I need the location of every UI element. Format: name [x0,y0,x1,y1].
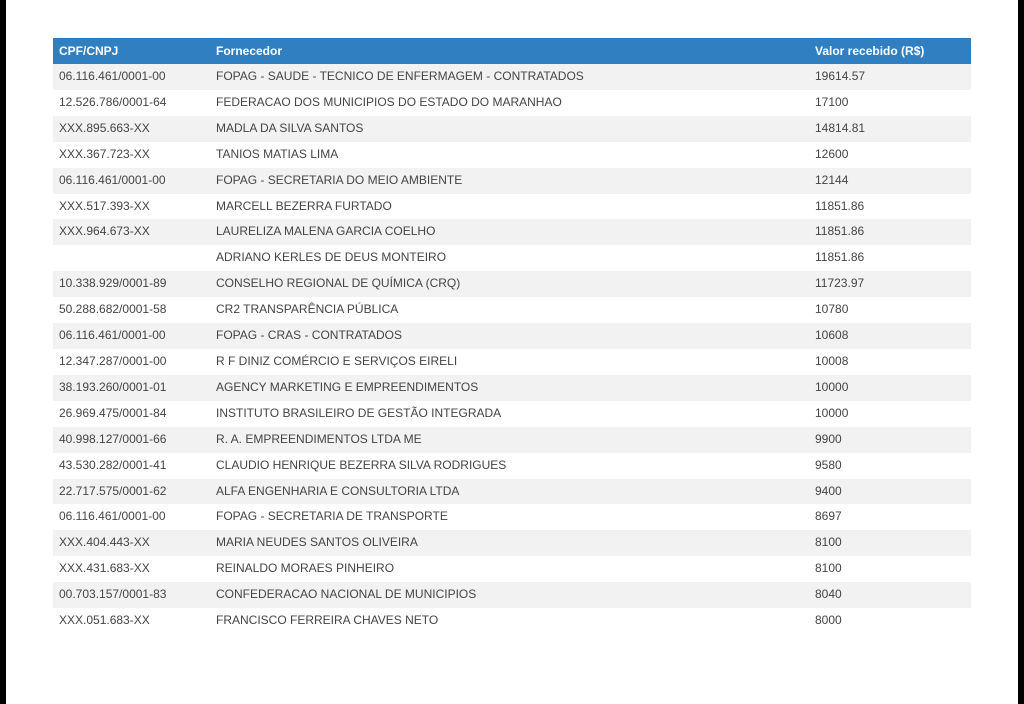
cell-valor: 8040 [815,587,842,602]
cell-valor: 10780 [815,302,849,317]
cell-cpf-cnpj: 06.116.461/0001-00 [59,172,166,187]
cell-fornecedor: FOPAG - SECRETARIA DE TRANSPORTE [216,509,448,524]
table-row[interactable] [53,116,971,142]
cell-fornecedor: AGENCY MARKETING E EMPREENDIMENTOS [216,379,479,394]
cell-fornecedor: MARIA NEUDES SANTOS OLIVEIRA [216,535,418,550]
cell-fornecedor: CONFEDERACAO NACIONAL DE MUNICIPIOS [216,587,477,602]
table-row[interactable] [53,427,971,453]
cell-fornecedor: LAURELIZA MALENA GARCIA COELHO [216,224,436,239]
cell-valor: 8697 [815,509,842,524]
document-page [6,0,1018,704]
cell-cpf-cnpj: 10.338.929/0001-89 [59,276,167,291]
table-header-row [53,38,971,64]
cell-valor: 12144 [815,172,849,187]
cell-valor: 11851.86 [815,250,865,265]
table-row[interactable] [53,349,971,375]
cell-fornecedor: MADLA DA SILVA SANTOS [216,120,364,135]
cell-cpf-cnpj: XXX.517.393-XX [59,198,150,213]
cell-valor: 10608 [815,328,849,343]
cell-fornecedor: ADRIANO KERLES DE DEUS MONTEIRO [216,250,447,265]
cell-fornecedor: CR2 TRANSPARÊNCIA PÚBLICA [216,302,399,317]
cell-cpf-cnpj: 38.193.260/0001-01 [59,379,167,394]
cell-fornecedor: FEDERACAO DOS MUNICIPIOS DO ESTADO DO MARANHAO [216,94,562,109]
cell-fornecedor: CLAUDIO HENRIQUE BEZERRA SILVA RODRIGUES [216,457,507,472]
column-header-cpf-cnpj[interactable]: CPF/CNPJ [59,44,119,58]
table-row[interactable] [53,219,971,245]
column-header-fornecedor[interactable]: Fornecedor [216,44,283,58]
cell-valor: 11851.86 [815,198,865,213]
cell-valor: 14814.81 [815,120,866,135]
cell-cpf-cnpj: 06.116.461/0001-00 [59,328,166,343]
cell-cpf-cnpj: XXX.431.683-XX [59,561,150,576]
cell-cpf-cnpj: XXX.051.683-XX [59,613,150,628]
cell-cpf-cnpj: XXX.964.673-XX [59,224,150,239]
cell-cpf-cnpj: XXX.367.723-XX [59,146,150,161]
table-row[interactable] [53,556,971,582]
cell-cpf-cnpj [53,245,210,271]
cell-valor: 10000 [815,405,849,420]
cell-fornecedor: FOPAG - CRAS - CONTRATADOS [216,328,403,343]
cell-fornecedor: FRANCISCO FERREIRA CHAVES NETO [216,613,439,628]
cell-fornecedor: ALFA ENGENHARIA E CONSULTORIA LTDA [216,483,460,498]
table-row[interactable] [53,64,971,90]
table-row[interactable] [53,194,971,220]
cell-valor: 8000 [815,613,842,628]
table-row[interactable] [53,530,971,556]
cell-fornecedor: R. A. EMPREENDIMENTOS LTDA ME [216,431,422,446]
cell-valor: 17100 [815,94,849,109]
cell-valor: 19614.57 [815,69,866,83]
cell-valor: 12600 [815,146,849,161]
cell-fornecedor: FOPAG - SECRETARIA DO MEIO AMBIENTE [216,172,463,187]
table-header [53,38,971,64]
table-row[interactable] [53,375,971,401]
table-body [53,64,971,634]
column-header-valor[interactable]: Valor recebido (R$) [815,44,925,58]
table-row[interactable] [53,401,971,427]
table-row[interactable] [53,608,971,634]
cell-valor: 11723.97 [815,276,865,291]
cell-cpf-cnpj: 00.703.157/0001-83 [59,587,167,602]
cell-valor: 8100 [815,535,842,550]
cell-cpf-cnpj: 50.288.682/0001-58 [59,302,167,317]
table-row[interactable] [53,168,971,194]
suppliers-table [53,38,971,634]
cell-fornecedor: TANIOS MATIAS LIMA [216,146,339,161]
cell-cpf-cnpj: 22.717.575/0001-62 [59,483,167,498]
cell-cpf-cnpj: XXX.404.443-XX [59,535,150,550]
table-row[interactable] [53,479,971,505]
table-row[interactable] [53,245,971,271]
cell-cpf-cnpj: XXX.895.663-XX [59,120,150,135]
suppliers-table-container [53,38,971,634]
cell-valor: 10000 [815,379,849,394]
cell-valor: 11851.86 [815,224,865,239]
cell-fornecedor: MARCELL BEZERRA FURTADO [216,198,392,213]
cell-fornecedor: R F DINIZ COMÉRCIO E SERVIÇOS EIRELI [216,353,458,368]
cell-cpf-cnpj: 26.969.475/0001-84 [59,405,167,420]
cell-fornecedor: REINALDO MORAES PINHEIRO [216,561,395,576]
table-row[interactable] [53,90,971,116]
cell-valor: 9580 [815,457,842,472]
table-row[interactable] [53,453,971,479]
cell-cpf-cnpj: 06.116.461/0001-00 [59,509,166,524]
table-row[interactable] [53,297,971,323]
cell-cpf-cnpj: 12.526.786/0001-64 [59,94,167,109]
table-row[interactable] [53,323,971,349]
cell-valor: 10008 [815,353,849,368]
table-row[interactable] [53,504,971,530]
cell-cpf-cnpj: 43.530.282/0001-41 [59,457,167,472]
cell-fornecedor: CONSELHO REGIONAL DE QUÍMICA (CRQ) [216,276,461,291]
cell-cpf-cnpj: 40.998.127/0001-66 [59,431,167,446]
table-row[interactable] [53,582,971,608]
cell-valor: 9400 [815,483,842,498]
cell-cpf-cnpj: 06.116.461/0001-00 [59,69,166,83]
table-row[interactable] [53,271,971,297]
cell-fornecedor: INSTITUTO BRASILEIRO DE GESTÃO INTEGRADA [216,405,502,420]
cell-valor: 9900 [815,431,842,446]
cell-valor: 8100 [815,561,842,576]
cell-fornecedor: FOPAG - SAUDE - TECNICO DE ENFERMAGEM - CONTRATADOS [216,69,584,83]
cell-cpf-cnpj: 12.347.287/0001-00 [59,353,167,368]
table-row[interactable] [53,142,971,168]
